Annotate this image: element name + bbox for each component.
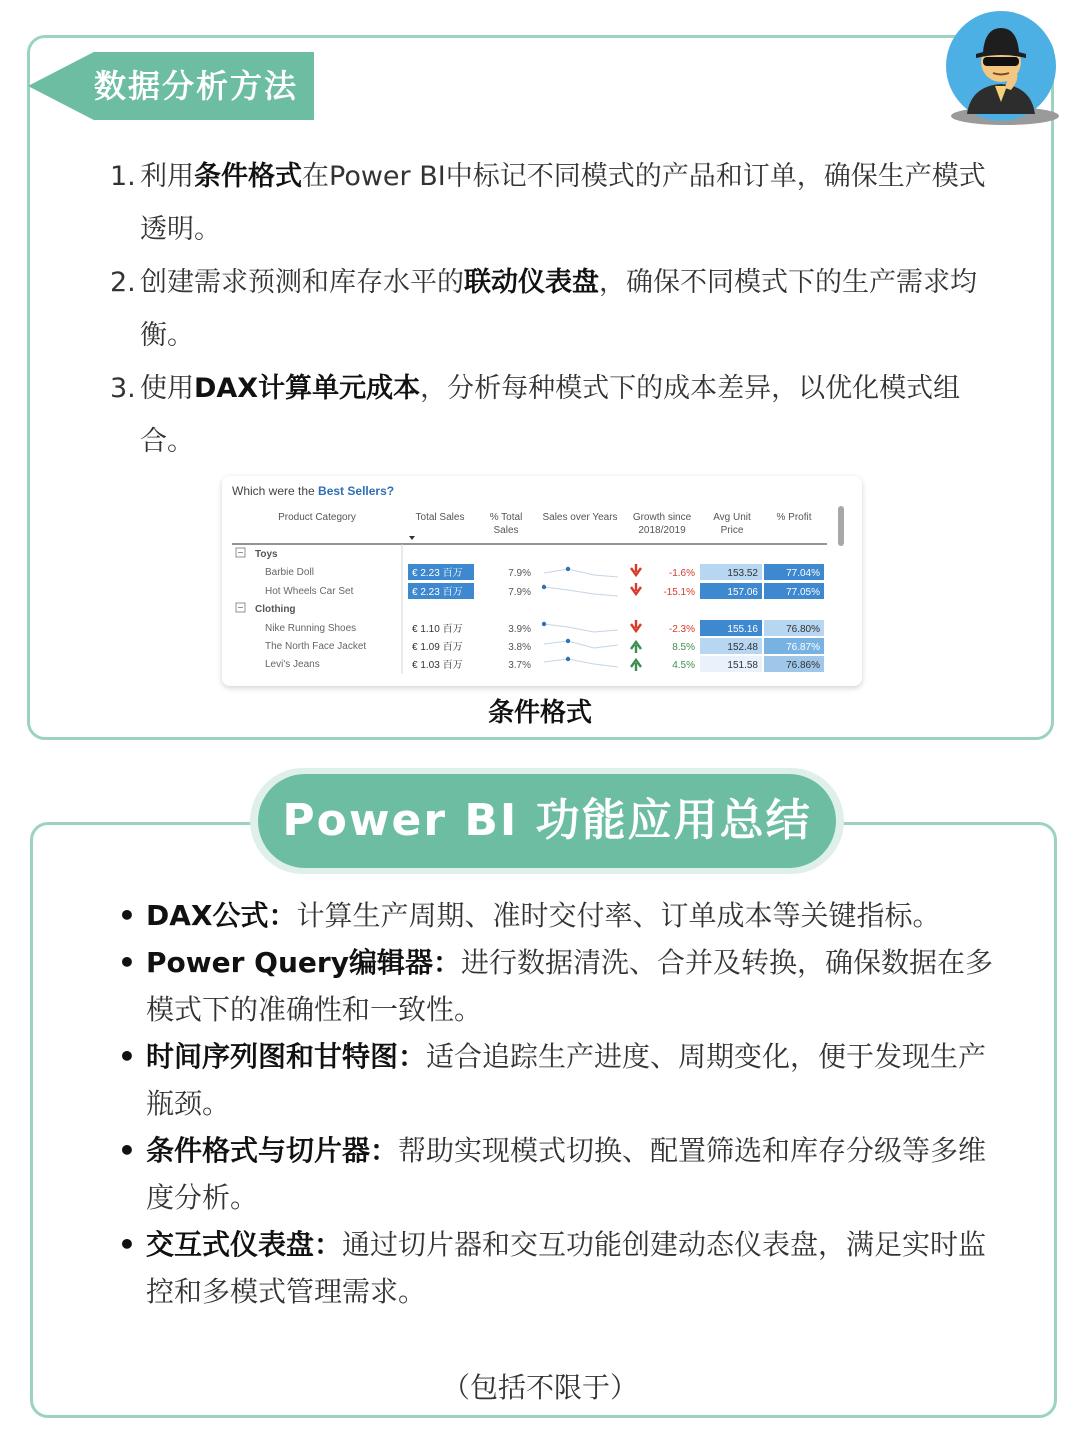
row-hotwheels-pct: 7.9%	[508, 587, 531, 598]
feature-title: 交互式仪表盘：	[146, 1228, 343, 1261]
row-levis-sparkline	[544, 659, 618, 667]
bullet-icon: •	[118, 1134, 136, 1167]
bullet-icon: •	[118, 1228, 136, 1261]
row-northface-name: The North Face Jacket	[265, 641, 367, 652]
arrow-up-icon	[631, 660, 641, 671]
row-northface-pct: 3.8%	[508, 642, 531, 653]
method-post: 在Power BI中标记不同模式的产品和订单，确保生产模式透明。	[140, 161, 986, 245]
feature-item	[118, 1033, 1008, 1127]
row-hotwheels-name: Hot Wheels Car Set	[265, 586, 354, 597]
row-barbie-sparkline	[544, 569, 618, 577]
feature-item	[118, 1221, 1008, 1315]
sort-desc-icon[interactable]	[409, 536, 415, 540]
row-hotwheels-spark-point	[542, 585, 546, 589]
row-levis-spark-point	[566, 657, 570, 661]
method-pre: 使用	[140, 373, 194, 404]
feature-desc: 进行数据清洗、合并及转换，确保数据在多模式下的准确性和一致性。	[146, 946, 993, 1026]
header-total-sales[interactable]: Total Sales	[415, 512, 465, 523]
method-text	[140, 150, 1010, 256]
bullet-icon: •	[118, 899, 136, 932]
header-product-category[interactable]: Product Category	[278, 512, 356, 523]
feature-item	[118, 892, 1008, 939]
row-barbie-pct: 7.9%	[508, 568, 531, 579]
group-toys[interactable]: Toys	[255, 549, 278, 560]
table-title-plain: Which were the	[232, 484, 319, 498]
header-pct-total-2[interactable]: Sales	[493, 525, 519, 536]
feature-text	[146, 1127, 1008, 1221]
method-number: 1.	[110, 161, 136, 192]
bullet-icon: •	[118, 1040, 136, 1073]
header-profit[interactable]: % Profit	[776, 512, 812, 523]
feature-text	[146, 1221, 1008, 1315]
table-title-highlight: Best Sellers?	[318, 484, 395, 498]
row-nike-sales: € 1.10 百万	[412, 624, 463, 635]
method-keyword: 联动仪表盘	[464, 267, 599, 298]
best-sellers-table-card	[222, 476, 862, 686]
feature-title: 时间序列图和甘特图：	[146, 1040, 427, 1073]
method-number: 3.	[110, 373, 136, 404]
row-nike-pct: 3.9%	[508, 624, 531, 635]
table-scrollbar[interactable]	[838, 506, 844, 546]
methods-list	[110, 150, 1010, 468]
summary-title: Power BI 功能应用总结	[258, 774, 836, 868]
feature-list	[118, 892, 1008, 1315]
best-sellers-table	[222, 476, 862, 686]
arrow-down-icon	[631, 564, 641, 575]
method-item	[110, 150, 1010, 256]
section-title: 数据分析方法	[94, 67, 299, 105]
header-avg-unit-1[interactable]: Avg Unit	[713, 512, 751, 523]
feature-item	[118, 1127, 1008, 1221]
header-avg-unit-2[interactable]: Price	[720, 525, 744, 536]
row-barbie-growth: -1.6%	[668, 568, 695, 579]
group-clothing[interactable]: Clothing	[255, 604, 296, 615]
table-title	[232, 484, 394, 498]
row-levis-name: Levi's Jeans	[265, 659, 320, 670]
method-text	[140, 256, 1010, 362]
row-barbie-price: 153.52	[727, 568, 758, 579]
method-number: 2.	[110, 267, 136, 298]
feature-title: Power Query编辑器：	[146, 946, 461, 979]
row-barbie-profit: 77.04%	[786, 568, 820, 579]
method-keyword: 条件格式	[194, 161, 302, 192]
figure-caption: 条件格式	[487, 698, 592, 728]
method-item	[110, 256, 1010, 362]
row-hotwheels-profit: 77.05%	[786, 587, 820, 598]
row-northface-spark-point	[566, 639, 570, 643]
feature-desc: 适合追踪生产进度、周期变化，便于发现生产瓶颈。	[146, 1040, 987, 1120]
footer-note: （包括不限于）	[441, 1371, 638, 1404]
method-post: ，分析每种模式下的成本差异，以优化模式组合。	[140, 373, 961, 457]
arrow-up-icon	[631, 642, 641, 653]
row-hotwheels-sparkline	[544, 587, 618, 596]
feature-desc: 帮助实现模式切换、配置筛选和库存分级等多维度分析。	[146, 1134, 987, 1214]
feature-title: DAX公式：	[146, 899, 297, 932]
header-growth-1[interactable]: Growth since	[632, 512, 692, 523]
header-sales-over-years[interactable]: Sales over Years	[542, 512, 618, 523]
header-pct-total-1[interactable]: % Total	[489, 512, 523, 523]
header-growth-2[interactable]: 2018/2019	[638, 525, 686, 536]
row-levis-growth: 4.5%	[672, 660, 695, 671]
row-levis-price: 151.58	[727, 660, 758, 671]
method-pre: 创建需求预测和库存水平的	[140, 267, 464, 298]
avatar-icon	[943, 10, 1059, 126]
method-text	[140, 362, 1010, 468]
row-northface-sparkline	[544, 641, 618, 648]
row-nike-spark-point	[542, 622, 546, 626]
feature-item	[118, 939, 1008, 1033]
row-hotwheels-growth: -15.1%	[663, 587, 695, 598]
row-northface-growth: 8.5%	[672, 642, 695, 653]
arrow-down-icon	[631, 620, 641, 631]
row-nike-profit: 76.80%	[786, 624, 820, 635]
feature-text	[146, 939, 1008, 1033]
row-barbie-spark-point	[566, 567, 570, 571]
method-post: ，确保不同模式下的生产需求均衡。	[140, 267, 977, 351]
row-barbie-name: Barbie Doll	[265, 567, 314, 578]
row-nike-price: 155.16	[727, 624, 758, 635]
feature-text	[146, 1033, 1008, 1127]
row-nike-name: Nike Running Shoes	[265, 623, 357, 634]
row-hotwheels-price: 157.06	[727, 587, 758, 598]
row-levis-pct: 3.7%	[508, 660, 531, 671]
row-northface-sales: € 1.09 百万	[412, 642, 463, 653]
row-levis-profit: 76.86%	[786, 660, 820, 671]
bullet-icon: •	[118, 946, 136, 979]
arrow-down-icon	[631, 583, 641, 594]
row-hotwheels-sales: € 2.23 百万	[412, 587, 463, 598]
feature-text	[146, 892, 1008, 939]
feature-desc: 通过切片器和交互功能创建动态仪表盘，满足实时监控和多模式管理需求。	[146, 1228, 987, 1308]
feature-desc: 计算生产周期、准时交付率、订单成本等关键指标。	[296, 899, 941, 932]
method-item	[110, 362, 1010, 468]
method-keyword: DAX计算单元成本	[194, 373, 421, 404]
row-levis-sales: € 1.03 百万	[412, 660, 463, 671]
row-nike-growth: -2.3%	[668, 624, 695, 635]
row-northface-price: 152.48	[727, 642, 758, 653]
method-pre: 利用	[140, 161, 194, 192]
row-barbie-sales: € 2.23 百万	[412, 568, 463, 579]
row-northface-profit: 76.87%	[786, 642, 820, 653]
feature-title: 条件格式与切片器：	[146, 1134, 399, 1167]
row-nike-sparkline	[544, 624, 618, 632]
